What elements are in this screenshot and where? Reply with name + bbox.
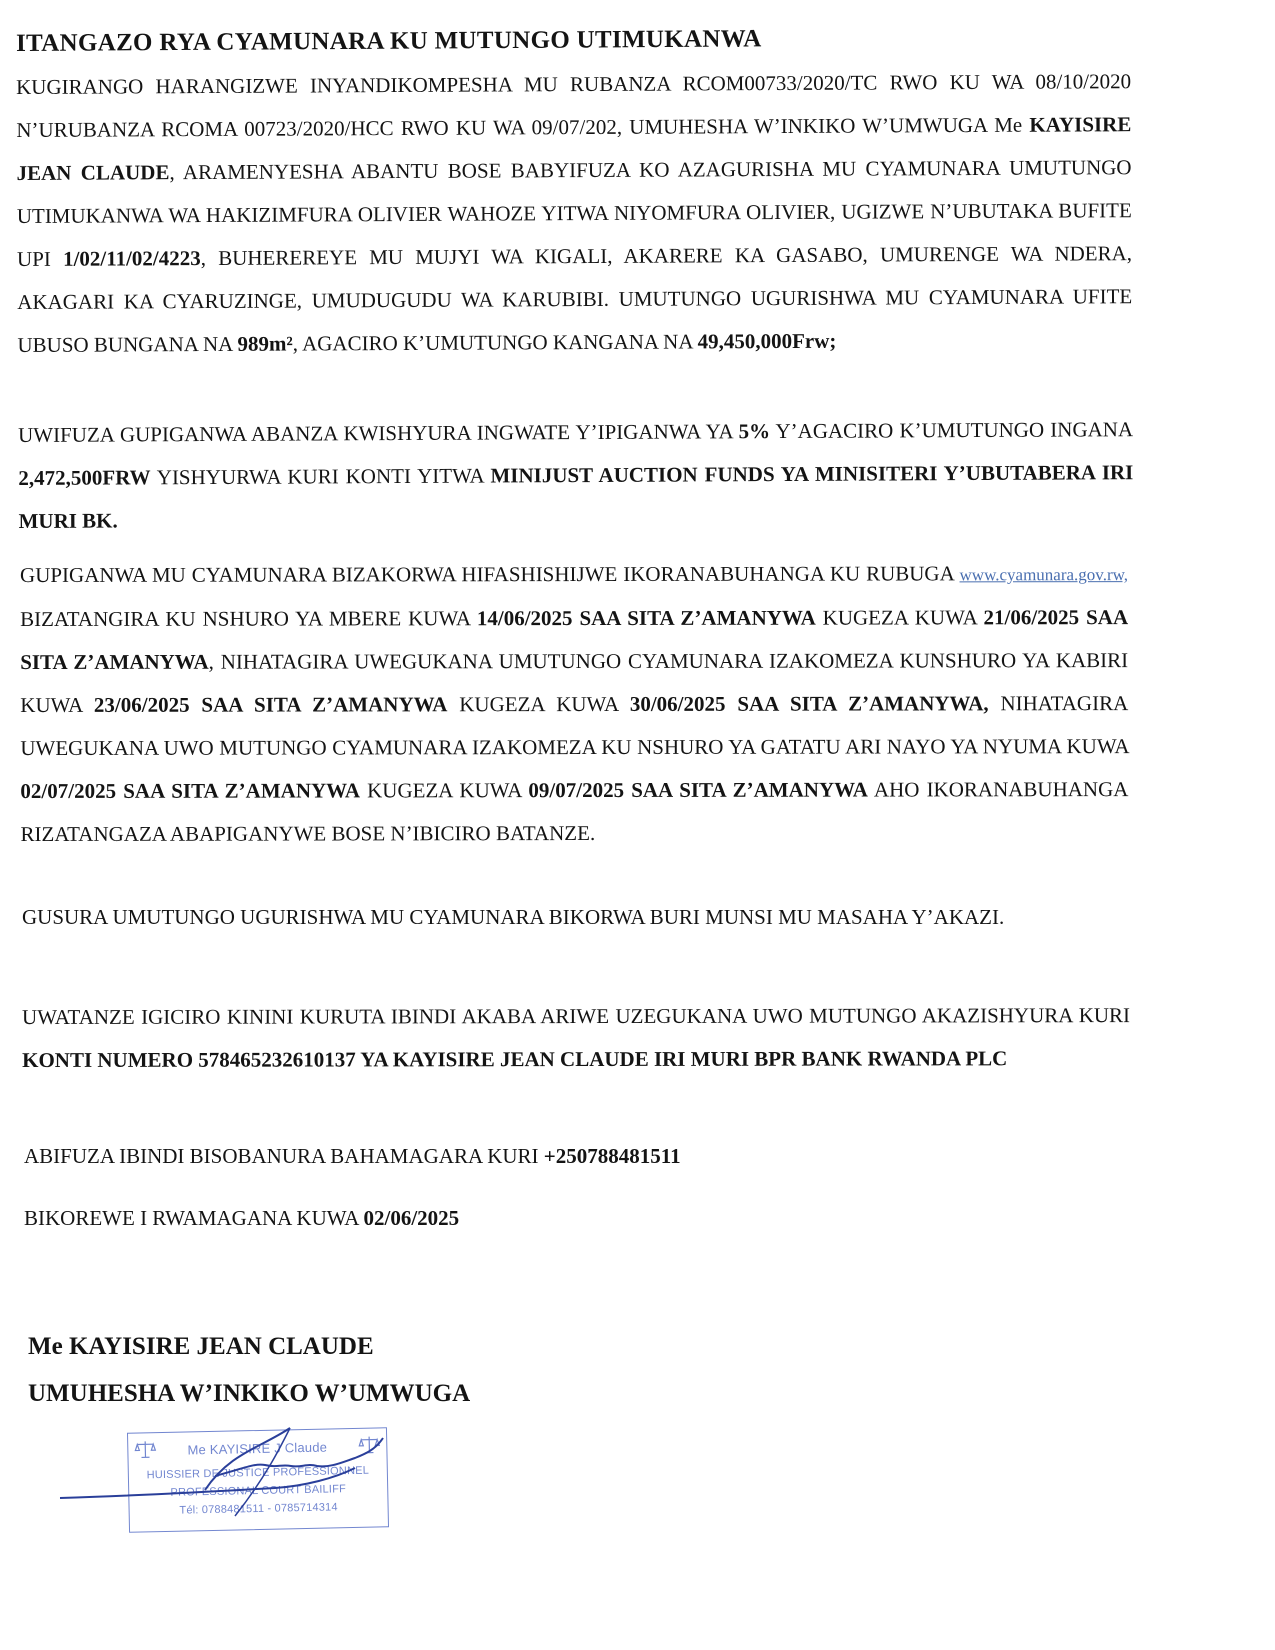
round3-end: 09/07/2025 SAA SITA Z’AMANYWA — [528, 777, 868, 803]
text: UWIFUZA GUPIGANWA ABANZA KWISHYURA INGWATE Y’IPIGANWA YA — [18, 419, 739, 447]
paragraph-schedule — [20, 552, 1129, 856]
contact-line — [24, 1144, 681, 1169]
text: BIZATANGIRA KU NSHURO YA MBERE KUWA — [20, 606, 477, 631]
document-title: ITANGAZO RYA CYAMUNARA KU MUTUNGO UTIMUKANWA — [16, 25, 762, 57]
text: YISHYURWA KURI KONTI YITWA — [150, 463, 491, 490]
stamp-name: Me KAYISIRE J Claude — [187, 1439, 328, 1458]
text: GUSURA UMUTUNGO UGURISHWA MU CYAMUNARA BIKORWA BURI MUNSI MU MASAHA Y’AKAZI. — [22, 905, 1005, 929]
paragraph-auction-notice — [16, 60, 1133, 367]
text: KUGEZA KUWA — [359, 778, 529, 803]
phone-number: +250788481511 — [543, 1144, 681, 1168]
round2-start: 23/06/2025 SAA SITA Z’AMANYWA — [93, 692, 448, 717]
handwritten-signature — [55, 1418, 400, 1533]
round2-end: 30/06/2025 SAA SITA Z’AMANYWA, — [629, 691, 989, 716]
round3-start: 02/07/2025 SAA SITA Z’AMANYWA — [20, 778, 360, 803]
paragraph-deposit — [18, 408, 1134, 543]
issue-date: 02/06/2025 — [363, 1206, 460, 1230]
paragraph-payment — [22, 994, 1130, 1082]
text: AHO IKORANABUHANGA RIZATANGAZA ABAPIGANYWE BOSE N’IBICIRO BATANZE. — [20, 777, 1129, 846]
date-line — [24, 1206, 459, 1231]
signatory-title: UMUHESHA W’INKIKO W’UMWUGA — [28, 1380, 471, 1407]
text: , BUHEREREYE MU MUJYI WA KIGALI, AKARERE KA GASABO, UMURENGE WA NDERA, AKAGARI KA CYARUZINGE, UMUDUGUDU WA KARUBIBI. UMUTUNGO UGURISHWA MU CYAMUNARA UFITE UBUSO BUNGANA NA — [17, 241, 1133, 357]
text: ABIFUZA IBINDI BISOBANURA BAHAMAGARA KURI — [24, 1144, 544, 1168]
text: UWATANZE IGICIRO KININI KURUTA IBINDI AKABA ARIWE UZEGUKANA UWO MUTUNGO AKAZISHYURA KURI — [22, 1003, 1131, 1029]
text: Y’AGACIRO K’UMUTUNGO INGANA — [770, 417, 1134, 444]
signatory-name: Me KAYISIRE JEAN CLAUDE — [28, 1333, 374, 1360]
text: KUGEZA KUWA — [447, 691, 630, 717]
round1-end: 21/06/2025 SAA SITA Z’AMANYWA — [20, 605, 1129, 674]
stamp-phones: Tél: 0788481511 - 0785714314 — [179, 1501, 338, 1517]
text: NIHATAGIRA UWEGUKANA UWO MUTUNGO CYAMUNARA IZAKOMEZA KU NSHURO YA GATATU ARI NAYO YA NYUMA KUWA — [20, 691, 1129, 760]
deposit-amount: 2,472,500FRW — [18, 465, 151, 490]
text: BIKOREWE I RWAMAGANA KUWA — [24, 1206, 364, 1230]
deposit-account: MINIJUST AUCTION FUNDS YA MINISITERI Y’UBUTABERA IRI MURI BK. — [18, 460, 1134, 533]
deposit-percent: 5% — [738, 419, 771, 444]
paragraph-visit — [22, 896, 1128, 939]
stamp-role-en: PROFESSIONAL COURT BAILIFF — [170, 1483, 347, 1499]
bailiff-name: KAYISIRE JEAN CLAUDE — [16, 112, 1132, 185]
text: , NIHATAGIRA UWEGUKANA UMUTUNGO CYAMUNARA IZAKOMEZA KUNSHURO YA KABIRI KUWA — [20, 648, 1129, 717]
text: KUGIRANGO HARANGIZWE INYANDIKOMPESHA MU RUBANZA RCOM00733/2020/TC RWO KU WA 08/10/2020 N’URUBANZA RCOMA 00723/2020/HCC RWO KU WA 09/07/202, UMUHESHA W’INKIKO W’UMWUGA Me — [16, 69, 1132, 142]
text: , ARAMENYESHA ABANTU BOSE BABYIFUZA KO AZAGURISHA MU CYAMUNARA UMUTUNGO UTIMUKANWA WA HAKIZIMFURA OLIVIER WAHOZE YITWA NIYOMFURA OLIVIER, UGIZWE N’UBUTAKA BUFITE UPI — [16, 155, 1132, 271]
round1-start: 14/06/2025 SAA SITA Z’AMANYWA — [476, 605, 816, 631]
upi-number: 1/02/11/02/4223 — [62, 246, 201, 271]
stamp-role-fr: HUISSIER DE JUSTICE PROFESSIONNEL — [146, 1464, 370, 1482]
text: KUGEZA KUWA — [815, 605, 984, 630]
payment-account: KONTI NUMERO 578465232610137 YA KAYISIRE JEAN CLAUDE IRI MURI BPR BANK RWANDA PLC — [22, 1046, 1008, 1072]
property-value: 49,450,000Frw; — [697, 328, 837, 354]
auction-website-link[interactable]: www.cyamunara.gov.rw, — [959, 565, 1129, 585]
property-area: 989m² — [237, 331, 293, 356]
text: , AGACIRO K’UMUTUNGO KANGANA NA — [292, 329, 698, 356]
text: GUPIGANWA MU CYAMUNARA BIZAKORWA HIFASHISHIJWE IKORANABUHANGA KU RUBUGA — [20, 561, 960, 587]
